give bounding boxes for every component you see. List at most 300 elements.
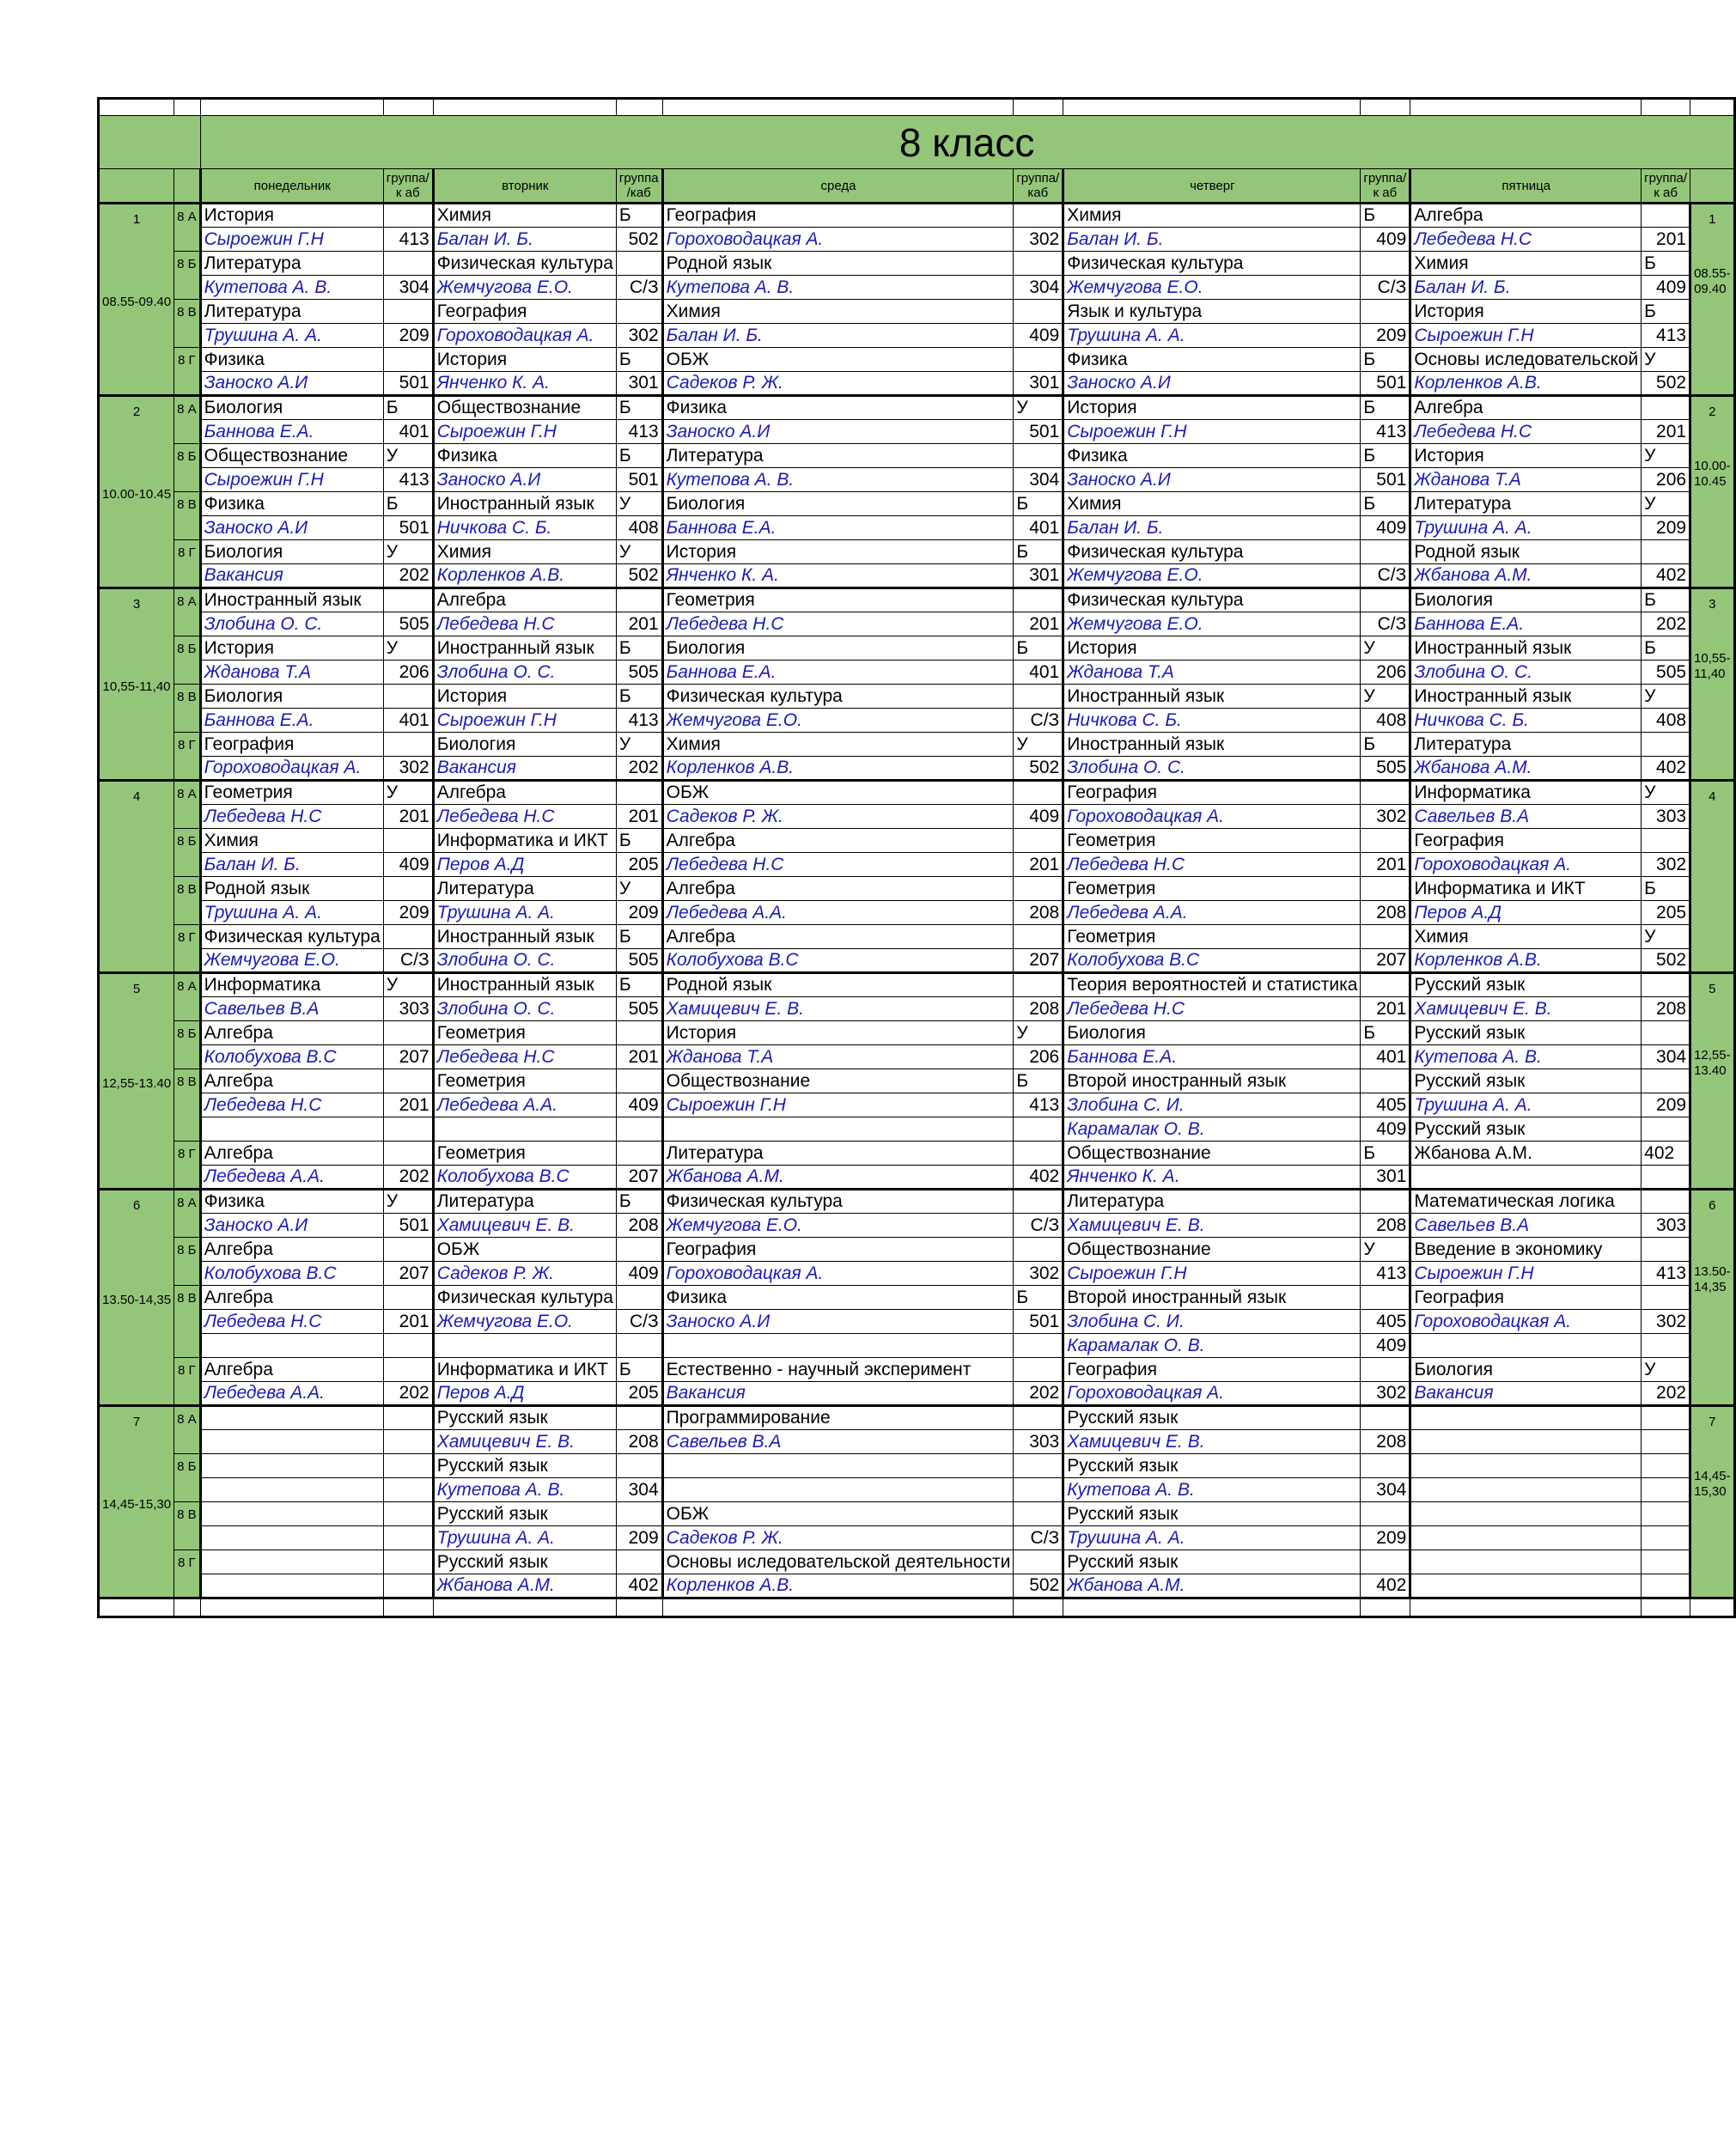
subject-name: Физическая культура (1063, 540, 1361, 564)
room-number: 501 (383, 516, 433, 540)
teacher-name: Янченко К. А. (662, 564, 1014, 588)
subject-name (1410, 1454, 1642, 1478)
room-number: 409 (616, 1262, 662, 1286)
teacher-name: Колобухова В.С (433, 1166, 616, 1190)
teacher-name: Жемчугова Е.О. (662, 1214, 1014, 1238)
teacher-name: Сыроежин Г.Н (1410, 324, 1642, 348)
lesson-time: 08.55-09.40 (102, 295, 172, 309)
subject-name: Химия (1410, 252, 1642, 276)
group-code (1361, 252, 1410, 276)
subject-name: Обществознание (662, 1069, 1014, 1093)
subject-name: Алгебра (433, 781, 616, 805)
subject-name: Родной язык (200, 877, 383, 901)
room-number: 304 (383, 276, 433, 300)
room-number: С/З (1361, 612, 1410, 636)
room-number: 201 (1361, 997, 1410, 1021)
teacher-name: Лебедева А.А. (662, 901, 1014, 925)
subject-name: Физика (1063, 348, 1361, 372)
spacer-cell (1063, 99, 1361, 116)
subject-name: Алгебра (200, 1286, 383, 1310)
room-number: 304 (1014, 468, 1063, 492)
room-number: 502 (1642, 372, 1690, 396)
class-name: 8 Б (174, 252, 201, 300)
teacher-name: Балан И. Б. (200, 853, 383, 877)
teacher-name (1410, 1166, 1642, 1190)
group-code (1361, 1069, 1410, 1093)
group-code (383, 204, 433, 228)
teacher-name: Гороховодацкая А. (662, 1262, 1014, 1286)
group-code: Б (616, 685, 662, 709)
group-code (383, 252, 433, 276)
teacher-name: Лебедева Н.С (662, 612, 1014, 636)
teacher-name: Баннова Е.А. (200, 709, 383, 733)
lesson-number-right (1690, 204, 1735, 396)
teacher-name: Янченко К. А. (433, 372, 616, 396)
room-number: С/З (1014, 1526, 1063, 1550)
lesson-time: 10,55-11,40 (102, 679, 171, 694)
group-code (1014, 252, 1063, 276)
subject-name: География (662, 1238, 1014, 1262)
teacher-name: Трушина А. А. (1410, 1093, 1642, 1117)
teacher-name: Колобухова В.С (200, 1045, 383, 1069)
room-number: 409 (1361, 228, 1410, 252)
group-code (1014, 973, 1063, 997)
teacher-name: Гороховодацкая А. (200, 757, 383, 781)
spacer-cell (1690, 99, 1735, 116)
room-number: 401 (383, 709, 433, 733)
room-number: 409 (616, 1093, 662, 1117)
room-number: 413 (616, 709, 662, 733)
group-code (383, 685, 433, 709)
subject-name: Алгебра (200, 1069, 383, 1093)
group-code (616, 300, 662, 324)
lesson-number-right (1690, 1406, 1735, 1598)
subject-name: Физическая культура (1063, 252, 1361, 276)
teacher-name: Жбанова А.М. (1410, 564, 1642, 588)
teacher-name: Хамицевич Е. В. (433, 1430, 616, 1454)
subject-name: Физика (200, 1190, 383, 1214)
group-code (383, 1358, 433, 1382)
room-number: 501 (1014, 1310, 1063, 1334)
room-number (1014, 1117, 1063, 1142)
teacher-name: Злобина О. С. (200, 612, 383, 636)
teacher-name: Лебедева А.А. (1063, 901, 1361, 925)
room-number: 301 (1014, 372, 1063, 396)
room-number: 201 (1014, 853, 1063, 877)
group-code (1642, 1190, 1690, 1214)
teacher-name: Кутепова А. В. (1063, 1478, 1361, 1502)
subject-name (200, 1406, 383, 1430)
subject-name: Введение в экономику (1410, 1238, 1642, 1262)
room-number: 413 (1642, 1262, 1690, 1286)
group-code (383, 829, 433, 853)
room-number: 402 (616, 1574, 662, 1598)
room-number: 208 (1014, 901, 1063, 925)
subject-name (662, 1454, 1014, 1478)
group-code: У (616, 733, 662, 757)
lesson-number-label: 6 (1709, 1198, 1716, 1213)
group-code (383, 877, 433, 901)
teacher-name: Колобухова В.С (1063, 949, 1361, 973)
teacher-name: Янченко К. А. (1063, 1166, 1361, 1190)
teacher-name: Савельев В.А (200, 997, 383, 1021)
teacher-name: Ничкова С. Б. (433, 516, 616, 540)
group-code (1642, 1406, 1690, 1430)
group-code: Б (616, 348, 662, 372)
group-code (616, 252, 662, 276)
lesson-number (99, 396, 174, 588)
room-number: 501 (1014, 420, 1063, 444)
subject-name: Физика (1063, 444, 1361, 468)
group-code (1014, 444, 1063, 468)
spacer-cell (200, 99, 383, 116)
class-name: 8 А (174, 396, 201, 444)
subject-name: Алгебра (1410, 204, 1642, 228)
room-number: 209 (1642, 1093, 1690, 1117)
subject-name: Иностранный язык (433, 492, 616, 516)
teacher-name: Злобина О. С. (433, 661, 616, 685)
teacher-name: Кутепова А. В. (433, 1478, 616, 1502)
room-number (1642, 1526, 1690, 1550)
teacher-name: Заноско А.И (1063, 372, 1361, 396)
room-number (1014, 1478, 1063, 1502)
room-number: 413 (383, 228, 433, 252)
room-number: 201 (616, 612, 662, 636)
teacher-name (662, 1117, 1014, 1142)
room-number: 409 (1014, 805, 1063, 829)
room-number: 209 (616, 901, 662, 925)
group-code (616, 781, 662, 805)
subject-name: Геометрия (433, 1142, 616, 1166)
room-number: 501 (1361, 468, 1410, 492)
subject-name: История (200, 204, 383, 228)
teacher-name: Жданова Т.А (200, 661, 383, 685)
room-number: 413 (1642, 324, 1690, 348)
teacher-name: Лебедева Н.С (200, 1310, 383, 1334)
spacer-cell (433, 1598, 616, 1617)
teacher-name: Вакансия (200, 564, 383, 588)
class-name: 8 Б (174, 1021, 201, 1069)
room-number: 209 (383, 324, 433, 348)
group-code: У (616, 877, 662, 901)
lesson-number-label: 3 (1709, 597, 1716, 612)
subject-name: Иностранный язык (433, 973, 616, 997)
room-number: 505 (616, 997, 662, 1021)
room-number: 302 (1642, 853, 1690, 877)
subject-name: История (662, 1021, 1014, 1045)
subject-name: Русский язык (1063, 1550, 1361, 1574)
subject-name: Родной язык (1410, 540, 1642, 564)
subject-name (200, 1502, 383, 1526)
group-code (1014, 1454, 1063, 1478)
subject-name: Второй иностранный язык (1063, 1069, 1361, 1093)
class-name: 8 Г (174, 925, 201, 973)
group-code (1361, 973, 1410, 997)
room-number: 207 (616, 1166, 662, 1190)
subject-name: Химия (662, 733, 1014, 757)
teacher-name: Злобина О. С. (433, 997, 616, 1021)
teacher-name: Жданова Т.А (662, 1045, 1014, 1069)
class-name: 8 А (174, 1190, 201, 1238)
room-number: 303 (1642, 805, 1690, 829)
room-number: 202 (1014, 1382, 1063, 1406)
subject-name: Иностранный язык (433, 636, 616, 661)
teacher-name (1410, 1574, 1642, 1598)
group-cab-header: группа/к аб (1642, 169, 1690, 204)
group-code: Б (1361, 492, 1410, 516)
group-cab-header: группа/к аб (383, 169, 433, 204)
spacer-cell (174, 99, 201, 116)
group-cab-header: группа/ каб (1014, 169, 1063, 204)
subject-name: Информатика и ИКТ (433, 1358, 616, 1382)
spacer-cell (1014, 99, 1063, 116)
spacer-cell (1642, 99, 1690, 116)
subject-name: История (662, 540, 1014, 564)
group-code: У (1642, 1358, 1690, 1382)
class-name: 8 А (174, 1406, 201, 1454)
spacer-cell (383, 99, 433, 116)
subject-name: Литература (433, 877, 616, 901)
spacer-cell (99, 1598, 174, 1617)
room-number: 302 (383, 757, 433, 781)
subject-name: Основы иследовательской деятельности (662, 1550, 1014, 1574)
teacher-name: Лебедева А.А. (200, 1166, 383, 1190)
class-name: 8 В (174, 877, 201, 925)
teacher-name: Кутепова А. В. (662, 276, 1014, 300)
teacher-name: Жбанова А.М. (662, 1166, 1014, 1190)
spacer-cell (174, 1598, 201, 1617)
room-number (1642, 1166, 1690, 1190)
class-name: 8 Б (174, 829, 201, 877)
class-name: 8 В (174, 1286, 201, 1358)
spacer-cell (383, 1598, 433, 1617)
subject-name: Русский язык (1410, 1069, 1642, 1093)
teacher-name: Баннова Е.А. (1063, 1045, 1361, 1069)
room-number: 208 (1014, 997, 1063, 1021)
group-code: Б (1361, 204, 1410, 228)
subject-name: Биология (1063, 1021, 1361, 1045)
subject-name (200, 1454, 383, 1478)
group-cab-header: группа /каб (616, 169, 662, 204)
subject-name: Русский язык (1410, 1021, 1642, 1045)
room-number: 302 (1642, 1310, 1690, 1334)
teacher-name: Колобухова В.С (200, 1262, 383, 1286)
group-code: Б (616, 396, 662, 420)
teacher-name: Садеков Р. Ж. (662, 805, 1014, 829)
group-code (383, 1069, 433, 1093)
subject-name: Русский язык (433, 1550, 616, 1574)
teacher-name: Гороховодацкая А. (1410, 853, 1642, 877)
subject-name: Основы иследовательской (1410, 348, 1642, 372)
day-header: среда (662, 169, 1014, 204)
subject-name: Геометрия (433, 1069, 616, 1093)
group-code: Б (616, 636, 662, 661)
group-code (383, 1406, 433, 1430)
teacher-name: Лебедева Н.С (433, 805, 616, 829)
room-number (616, 1334, 662, 1358)
teacher-name: Гороховодацкая А. (1063, 1382, 1361, 1406)
room-number: 408 (616, 516, 662, 540)
teacher-name: Жемчугова Е.О. (200, 949, 383, 973)
teacher-name: Сыроежин Г.Н (200, 468, 383, 492)
room-number: 502 (1642, 949, 1690, 973)
room-number: 501 (383, 1214, 433, 1238)
lesson-time: 14,45-15,30 (102, 1497, 172, 1512)
group-code: Б (1361, 1142, 1410, 1166)
group-code (383, 1238, 433, 1262)
subject-name: География (1063, 1358, 1361, 1382)
teacher-name: Жемчугова Е.О. (1063, 612, 1361, 636)
group-cab-header: группа/к аб (1361, 169, 1410, 204)
teacher-name: Трушина А. А. (433, 1526, 616, 1550)
group-code (1014, 781, 1063, 805)
group-code: Б (616, 1358, 662, 1382)
room-number: 201 (1642, 228, 1690, 252)
teacher-name: Вакансия (1410, 1382, 1642, 1406)
day-header: понедельник (200, 169, 383, 204)
subject-name: Химия (433, 540, 616, 564)
room-number (383, 1526, 433, 1550)
room-number (383, 1334, 433, 1358)
room-number: 413 (1361, 1262, 1410, 1286)
subject-name: Русский язык (1063, 1454, 1361, 1478)
class-name: 8 В (174, 1069, 201, 1142)
teacher-name (200, 1430, 383, 1454)
teacher-name: Трушина А. А. (1063, 324, 1361, 348)
teacher-name: Лебедева Н.С (200, 1093, 383, 1117)
lesson-number (99, 588, 174, 781)
class-name: 8 Б (174, 444, 201, 492)
room-number: 502 (616, 228, 662, 252)
room-number: 413 (1361, 420, 1410, 444)
teacher-name: Хамицевич Е. В. (1063, 1214, 1361, 1238)
class-name: 8 А (174, 204, 201, 252)
group-code: У (383, 540, 433, 564)
teacher-name: Ничкова С. Б. (1410, 709, 1642, 733)
room-number: 302 (1014, 1262, 1063, 1286)
room-number: 201 (1642, 420, 1690, 444)
room-number: 401 (383, 420, 433, 444)
lesson-number (99, 1190, 174, 1406)
group-code: У (1642, 925, 1690, 949)
subject-name: Физическая культура (662, 685, 1014, 709)
room-number: 304 (1642, 1045, 1690, 1069)
teacher-name: Злобина С. И. (1063, 1310, 1361, 1334)
subject-name: Химия (662, 300, 1014, 324)
subject-name: Язык и культура (1063, 300, 1361, 324)
subject-name: Русский язык (1410, 973, 1642, 997)
room-number: 301 (616, 372, 662, 396)
group-code: Б (1642, 252, 1690, 276)
subject-name: Жбанова А.М. (1410, 1142, 1642, 1166)
group-code (616, 1286, 662, 1310)
group-code (1361, 1190, 1410, 1214)
room-number: 409 (1014, 324, 1063, 348)
lesson-time: 13.50-14,35 (1694, 1264, 1731, 1294)
room-number: 302 (1014, 228, 1063, 252)
spacer-cell (1410, 99, 1642, 116)
subject-name: Геометрия (433, 1021, 616, 1045)
spacer-cell (1642, 1598, 1690, 1617)
teacher-name: Злобина О. С. (1063, 757, 1361, 781)
lesson-time: 10.00-10.45 (1694, 459, 1731, 489)
room-number: 208 (1361, 1214, 1410, 1238)
subject-name (1410, 1502, 1642, 1526)
teacher-name: Кутепова А. В. (662, 468, 1014, 492)
room-number: 413 (1014, 1093, 1063, 1117)
header-class-cell (174, 169, 201, 204)
subject-name: Математическая логика (1410, 1190, 1642, 1214)
room-number: 208 (616, 1430, 662, 1454)
teacher-name (200, 1117, 383, 1142)
teacher-name: Баннова Е.А. (662, 516, 1014, 540)
teacher-name: Заноско А.И (200, 372, 383, 396)
room-number: 409 (383, 853, 433, 877)
group-code: Б (383, 396, 433, 420)
lesson-number (99, 973, 174, 1190)
teacher-name: Гороховодацкая А. (1063, 805, 1361, 829)
group-code: Б (1361, 348, 1410, 372)
subject-name: Иностранный язык (433, 925, 616, 949)
room-number: 401 (1361, 1045, 1410, 1069)
group-code (1642, 1021, 1690, 1045)
subject-name: Информатика (200, 973, 383, 997)
subject-name: Физическая культура (200, 925, 383, 949)
lesson-number (99, 781, 174, 973)
group-code (1361, 925, 1410, 949)
subject-name: Геометрия (662, 588, 1014, 612)
subject-name: География (662, 204, 1014, 228)
room-number: 202 (616, 757, 662, 781)
subject-name: История (1410, 444, 1642, 468)
subject-name: Алгебра (200, 1142, 383, 1166)
class-name: 8 В (174, 1502, 201, 1550)
subject-name: Литература (1063, 1190, 1361, 1214)
class-name: 8 В (174, 492, 201, 540)
group-code: Б (1014, 1069, 1063, 1093)
lesson-number-right (1690, 973, 1735, 1190)
room-number: 209 (616, 1526, 662, 1550)
room-number: 208 (1642, 997, 1690, 1021)
teacher-name (200, 1574, 383, 1598)
lesson-number-label: 7 (132, 1415, 141, 1429)
lesson-number-label: 2 (132, 405, 141, 419)
class-name: 8 Б (174, 636, 201, 685)
timetable (97, 97, 1736, 1618)
group-code (1014, 588, 1063, 612)
group-code (1361, 1406, 1410, 1430)
teacher-name: Сыроежин Г.Н (662, 1093, 1014, 1117)
group-code (1642, 1454, 1690, 1478)
subject-name: Информатика и ИКТ (433, 829, 616, 853)
room-number: 209 (1361, 324, 1410, 348)
subject-name: Литература (200, 252, 383, 276)
group-code: У (1014, 396, 1063, 420)
lesson-number-label: 1 (132, 212, 141, 227)
subject-name: Русский язык (433, 1502, 616, 1526)
room-number: 302 (616, 324, 662, 348)
group-code: Б (1361, 733, 1410, 757)
group-code (1014, 925, 1063, 949)
group-code (1361, 781, 1410, 805)
spacer-cell (616, 1598, 662, 1617)
group-code: Б (1014, 492, 1063, 516)
subject-name: Физическая культура (1063, 588, 1361, 612)
room-number: С/З (1014, 709, 1063, 733)
teacher-name: Балан И. Б. (1063, 516, 1361, 540)
subject-name: Иностранный язык (200, 588, 383, 612)
subject-name: ОБЖ (433, 1238, 616, 1262)
